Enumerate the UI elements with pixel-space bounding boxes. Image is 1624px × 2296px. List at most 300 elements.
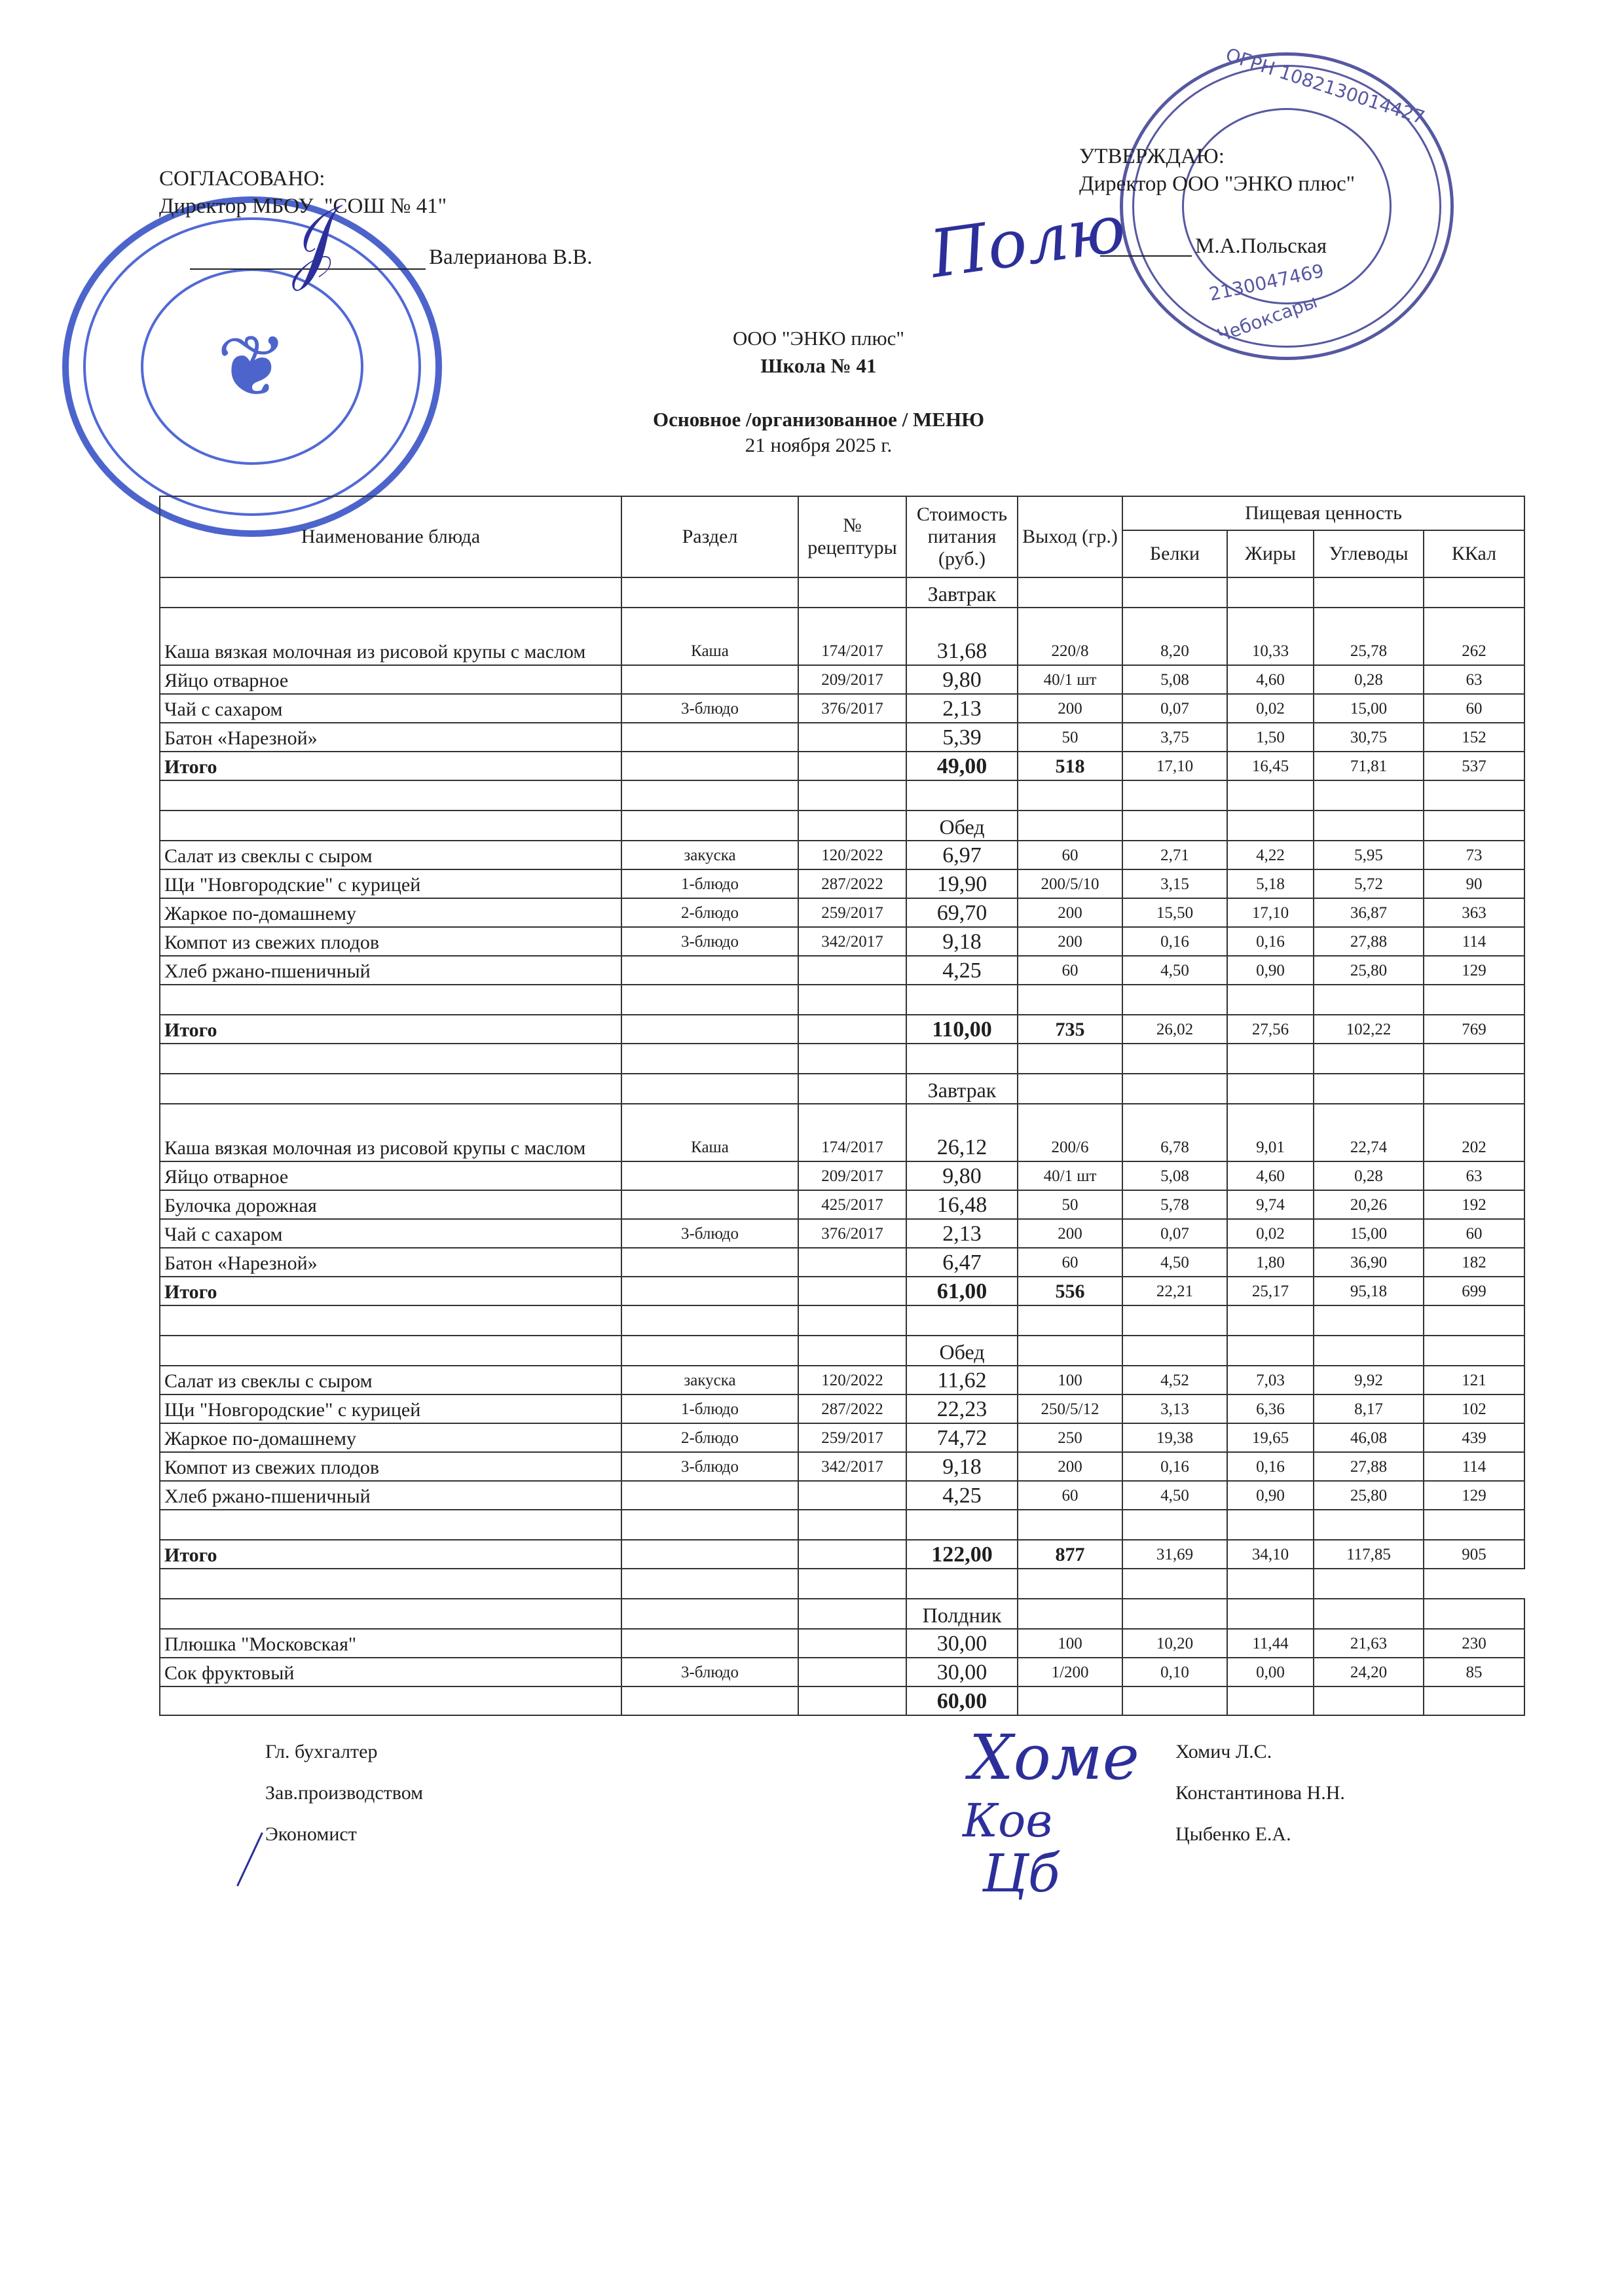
total-protein: 17,10 bbox=[1122, 752, 1227, 780]
dish-recipe: 120/2022 bbox=[798, 1366, 906, 1394]
dish-cost: 6,97 bbox=[906, 841, 1018, 869]
table-row bbox=[160, 1452, 1524, 1481]
signer-name: Константинова Н.Н. bbox=[1175, 1782, 1345, 1804]
dish-section: 3-блюдо bbox=[621, 1452, 798, 1481]
dish-carbs: 27,88 bbox=[1314, 1452, 1424, 1481]
dish-yield: 200 bbox=[1018, 1452, 1122, 1481]
dish-recipe bbox=[798, 1248, 906, 1277]
dish-protein: 0,16 bbox=[1122, 927, 1227, 956]
dish-recipe: 287/2022 bbox=[798, 869, 906, 898]
dish-kcal: 182 bbox=[1424, 1248, 1524, 1277]
meal-section-row bbox=[160, 1074, 1524, 1104]
total-protein: 31,69 bbox=[1122, 1540, 1227, 1569]
dish-kcal: 152 bbox=[1424, 723, 1524, 752]
dish-recipe: 259/2017 bbox=[798, 898, 906, 927]
header-nutrition: Пищевая ценность bbox=[1122, 496, 1524, 530]
dish-cost: 6,47 bbox=[906, 1248, 1018, 1277]
dish-cost: 4,25 bbox=[906, 956, 1018, 985]
dish-cost: 4,25 bbox=[906, 1481, 1018, 1510]
school-stamp bbox=[62, 196, 442, 537]
total-fat: 34,10 bbox=[1227, 1540, 1314, 1569]
dish-fat: 11,44 bbox=[1227, 1629, 1314, 1658]
dish-yield: 40/1 шт bbox=[1018, 1161, 1122, 1190]
dish-yield: 200 bbox=[1018, 1219, 1122, 1248]
signature-stroke bbox=[236, 1832, 263, 1887]
dish-kcal: 73 bbox=[1424, 841, 1524, 869]
signature-right: Полю bbox=[925, 189, 1130, 293]
agreed-name: Валерианова В.В. bbox=[429, 246, 593, 269]
dish-yield: 60 bbox=[1018, 1248, 1122, 1277]
dish-carbs: 15,00 bbox=[1314, 1219, 1424, 1248]
stamp-city: Чебоксары bbox=[1214, 290, 1320, 347]
dish-name: Компот из свежих плодов bbox=[160, 1452, 621, 1481]
dish-fat: 1,50 bbox=[1227, 723, 1314, 752]
dish-kcal: 102 bbox=[1424, 1394, 1524, 1423]
dish-section bbox=[621, 1248, 798, 1277]
dish-cost: 11,62 bbox=[906, 1366, 1018, 1394]
meal-section-row bbox=[160, 811, 1524, 841]
table-row bbox=[160, 1629, 1524, 1658]
header-yield: Выход (гр.) bbox=[1018, 496, 1122, 577]
dish-protein: 3,13 bbox=[1122, 1394, 1227, 1423]
dish-fat: 5,18 bbox=[1227, 869, 1314, 898]
dish-carbs: 46,08 bbox=[1314, 1423, 1424, 1452]
total-fat: 25,17 bbox=[1227, 1277, 1314, 1305]
dish-yield: 250 bbox=[1018, 1423, 1122, 1452]
dish-protein: 2,71 bbox=[1122, 841, 1227, 869]
dish-yield: 100 bbox=[1018, 1366, 1122, 1394]
coat-of-arms-icon: ❦ bbox=[216, 320, 288, 415]
dish-carbs: 25,80 bbox=[1314, 956, 1424, 985]
total-carbs: 102,22 bbox=[1314, 1015, 1424, 1044]
dish-fat: 7,03 bbox=[1227, 1366, 1314, 1394]
dish-cost: 30,00 bbox=[906, 1629, 1018, 1658]
dish-cost: 74,72 bbox=[906, 1423, 1018, 1452]
dish-recipe: 425/2017 bbox=[798, 1190, 906, 1219]
table-row bbox=[160, 723, 1524, 752]
total-fat: 16,45 bbox=[1227, 752, 1314, 780]
dish-cost: 9,18 bbox=[906, 927, 1018, 956]
dish-name: Салат из свеклы с сыром bbox=[160, 1366, 621, 1394]
dish-name: Плюшка "Московская" bbox=[160, 1629, 621, 1658]
dish-cost: 2,13 bbox=[906, 694, 1018, 723]
school-name: Школа № 41 bbox=[760, 354, 877, 377]
dish-carbs: 25,78 bbox=[1314, 608, 1424, 665]
total-row bbox=[160, 752, 1524, 780]
dish-name: Хлеб ржано-пшеничный bbox=[160, 956, 621, 985]
dish-section bbox=[621, 1190, 798, 1219]
approve-position: Директор ООО "ЭНКО плюс" bbox=[1079, 172, 1356, 196]
dish-recipe: 342/2017 bbox=[798, 927, 906, 956]
dish-kcal: 90 bbox=[1424, 869, 1524, 898]
total-label: Итого bbox=[160, 1277, 621, 1305]
dish-protein: 4,50 bbox=[1122, 956, 1227, 985]
dish-yield: 200/5/10 bbox=[1018, 869, 1122, 898]
dish-recipe bbox=[798, 1481, 906, 1510]
dish-section bbox=[621, 723, 798, 752]
dish-name: Каша вязкая молочная из рисовой крупы с маслом bbox=[160, 1104, 621, 1161]
dish-recipe: 174/2017 bbox=[798, 608, 906, 665]
dish-carbs: 0,28 bbox=[1314, 665, 1424, 694]
meal-section-row bbox=[160, 1599, 1524, 1629]
signer-position: Экономист bbox=[265, 1823, 357, 1845]
dish-yield: 200 bbox=[1018, 927, 1122, 956]
dish-carbs: 22,74 bbox=[1314, 1104, 1424, 1161]
total-row bbox=[160, 1015, 1524, 1044]
dish-fat: 6,36 bbox=[1227, 1394, 1314, 1423]
dish-fat: 10,33 bbox=[1227, 608, 1314, 665]
meal-title: Обед bbox=[906, 1336, 1018, 1366]
dish-carbs: 5,95 bbox=[1314, 841, 1424, 869]
dish-section: 2-блюдо bbox=[621, 1423, 798, 1452]
approval-block-right bbox=[1079, 143, 1355, 198]
dish-name: Чай с сахаром bbox=[160, 1219, 621, 1248]
dish-kcal: 121 bbox=[1424, 1366, 1524, 1394]
total-cost: 61,00 bbox=[906, 1277, 1018, 1305]
dish-fat: 4,60 bbox=[1227, 665, 1314, 694]
header-section: Раздел bbox=[621, 496, 798, 577]
dish-cost: 9,80 bbox=[906, 665, 1018, 694]
header-protein: Белки bbox=[1122, 530, 1227, 577]
dish-protein: 10,20 bbox=[1122, 1629, 1227, 1658]
dish-yield: 60 bbox=[1018, 1481, 1122, 1510]
dish-fat: 17,10 bbox=[1227, 898, 1314, 927]
dish-kcal: 129 bbox=[1424, 956, 1524, 985]
stamp-inn: 2130047469 bbox=[1207, 259, 1326, 306]
dish-cost: 9,18 bbox=[906, 1452, 1018, 1481]
dish-kcal: 114 bbox=[1424, 927, 1524, 956]
dish-protein: 0,07 bbox=[1122, 694, 1227, 723]
dish-fat: 4,22 bbox=[1227, 841, 1314, 869]
table-row bbox=[160, 869, 1524, 898]
dish-protein: 3,75 bbox=[1122, 723, 1227, 752]
spacer-row bbox=[160, 1044, 1524, 1074]
table-row bbox=[160, 1248, 1524, 1277]
dish-section bbox=[621, 1629, 798, 1658]
dish-fat: 0,90 bbox=[1227, 956, 1314, 985]
dish-section: 3-блюдо bbox=[621, 927, 798, 956]
total-kcal: 905 bbox=[1424, 1540, 1524, 1569]
dish-recipe bbox=[798, 956, 906, 985]
dish-section: 1-блюдо bbox=[621, 1394, 798, 1423]
dish-yield: 60 bbox=[1018, 841, 1122, 869]
dish-name: Батон «Нарезной» bbox=[160, 723, 621, 752]
dish-recipe: 209/2017 bbox=[798, 665, 906, 694]
dish-name: Яйцо отварное bbox=[160, 665, 621, 694]
dish-fat: 1,80 bbox=[1227, 1248, 1314, 1277]
table-row bbox=[160, 898, 1524, 927]
spacer-row bbox=[160, 1569, 1524, 1599]
dish-protein: 5,08 bbox=[1122, 1161, 1227, 1190]
dish-section: 3-блюдо bbox=[621, 694, 798, 723]
dish-protein: 5,08 bbox=[1122, 665, 1227, 694]
company-stamp bbox=[1120, 43, 1454, 360]
dish-fat: 9,01 bbox=[1227, 1104, 1314, 1161]
dish-section: 1-блюдо bbox=[621, 869, 798, 898]
dish-name: Батон «Нарезной» bbox=[160, 1248, 621, 1277]
signer-position: Зав.производством bbox=[265, 1782, 424, 1804]
total-cost: 60,00 bbox=[906, 1686, 1018, 1715]
header-cost: Стоимость питания (руб.) bbox=[906, 496, 1018, 577]
dish-yield: 200/6 bbox=[1018, 1104, 1122, 1161]
dish-cost: 2,13 bbox=[906, 1219, 1018, 1248]
dish-section: 3-блюдо bbox=[621, 1658, 798, 1686]
dish-carbs: 0,28 bbox=[1314, 1161, 1424, 1190]
dish-recipe: 120/2022 bbox=[798, 841, 906, 869]
header-carbs: Углеводы bbox=[1314, 530, 1424, 577]
table-row bbox=[160, 1394, 1524, 1423]
dish-kcal: 202 bbox=[1424, 1104, 1524, 1161]
total-fat bbox=[1227, 1686, 1314, 1715]
dish-protein: 0,10 bbox=[1122, 1658, 1227, 1686]
dish-protein: 3,15 bbox=[1122, 869, 1227, 898]
dish-carbs: 36,90 bbox=[1314, 1248, 1424, 1277]
dish-name: Сок фруктовый bbox=[160, 1658, 621, 1686]
dish-section: Каша bbox=[621, 1104, 798, 1161]
dish-yield: 220/8 bbox=[1018, 608, 1122, 665]
dish-kcal: 114 bbox=[1424, 1452, 1524, 1481]
dish-section: 2-блюдо bbox=[621, 898, 798, 927]
total-fat: 27,56 bbox=[1227, 1015, 1314, 1044]
dish-kcal: 192 bbox=[1424, 1190, 1524, 1219]
stamp-ogrn: ОГРН 1082130014427 bbox=[1223, 43, 1428, 129]
dish-protein: 4,50 bbox=[1122, 1481, 1227, 1510]
dish-cost: 30,00 bbox=[906, 1658, 1018, 1686]
dish-cost: 26,12 bbox=[906, 1104, 1018, 1161]
signer-name: Цыбенко Е.А. bbox=[1175, 1823, 1291, 1845]
total-yield: 518 bbox=[1018, 752, 1122, 780]
dish-carbs: 27,88 bbox=[1314, 927, 1424, 956]
dish-recipe: 376/2017 bbox=[798, 1219, 906, 1248]
dish-fat: 4,60 bbox=[1227, 1161, 1314, 1190]
dish-fat: 0,90 bbox=[1227, 1481, 1314, 1510]
total-row bbox=[160, 1686, 1524, 1715]
dish-recipe bbox=[798, 1658, 906, 1686]
dish-carbs: 21,63 bbox=[1314, 1629, 1424, 1658]
dish-recipe bbox=[798, 1629, 906, 1658]
dish-name: Щи "Новгородские" с курицей bbox=[160, 869, 621, 898]
dish-fat: 0,16 bbox=[1227, 927, 1314, 956]
dish-name: Хлеб ржано-пшеничный bbox=[160, 1481, 621, 1510]
total-carbs: 71,81 bbox=[1314, 752, 1424, 780]
dish-recipe: 287/2022 bbox=[798, 1394, 906, 1423]
total-cost: 110,00 bbox=[906, 1015, 1018, 1044]
table-row bbox=[160, 1481, 1524, 1510]
header-recipe: № рецептуры bbox=[798, 496, 906, 577]
dish-section: закуска bbox=[621, 841, 798, 869]
dish-section: Каша bbox=[621, 608, 798, 665]
dish-carbs: 24,20 bbox=[1314, 1658, 1424, 1686]
total-kcal: 699 bbox=[1424, 1277, 1524, 1305]
dish-carbs: 30,75 bbox=[1314, 723, 1424, 752]
total-yield: 877 bbox=[1018, 1540, 1122, 1569]
table-row bbox=[160, 1366, 1524, 1394]
dish-fat: 0,02 bbox=[1227, 1219, 1314, 1248]
dish-protein: 5,78 bbox=[1122, 1190, 1227, 1219]
dish-yield: 60 bbox=[1018, 956, 1122, 985]
dish-name: Каша вязкая молочная из рисовой крупы с маслом bbox=[160, 608, 621, 665]
dish-yield: 100 bbox=[1018, 1629, 1122, 1658]
dish-yield: 200 bbox=[1018, 694, 1122, 723]
spacer-row bbox=[160, 1305, 1524, 1336]
footer-names bbox=[1175, 1738, 1345, 1862]
dish-kcal: 129 bbox=[1424, 1481, 1524, 1510]
dish-yield: 50 bbox=[1018, 1190, 1122, 1219]
document-title bbox=[616, 325, 1022, 457]
dish-name: Булочка дорожная bbox=[160, 1190, 621, 1219]
dish-recipe: 342/2017 bbox=[798, 1452, 906, 1481]
dish-name: Чай с сахаром bbox=[160, 694, 621, 723]
footer-positions bbox=[265, 1738, 423, 1862]
total-label: Итого bbox=[160, 752, 621, 780]
dish-carbs: 15,00 bbox=[1314, 694, 1424, 723]
dish-cost: 31,68 bbox=[906, 608, 1018, 665]
dish-section: 3-блюдо bbox=[621, 1219, 798, 1248]
header-name: Наименование блюда bbox=[160, 496, 621, 577]
dish-kcal: 262 bbox=[1424, 608, 1524, 665]
dish-protein: 15,50 bbox=[1122, 898, 1227, 927]
dish-cost: 22,23 bbox=[906, 1394, 1018, 1423]
dish-carbs: 25,80 bbox=[1314, 1481, 1424, 1510]
agreed-position: Директор МБОУ "СОШ № 41" bbox=[159, 194, 447, 218]
meal-title: Полдник bbox=[906, 1599, 1018, 1629]
dish-carbs: 9,92 bbox=[1314, 1366, 1424, 1394]
total-yield: 556 bbox=[1018, 1277, 1122, 1305]
dish-recipe: 209/2017 bbox=[798, 1161, 906, 1190]
dish-kcal: 439 bbox=[1424, 1423, 1524, 1452]
dish-cost: 16,48 bbox=[906, 1190, 1018, 1219]
signature-accountant: Хоме bbox=[969, 1722, 1139, 1794]
dish-yield: 50 bbox=[1018, 723, 1122, 752]
table-row bbox=[160, 608, 1524, 665]
dish-recipe: 259/2017 bbox=[798, 1423, 906, 1452]
table-row bbox=[160, 694, 1524, 723]
dish-section bbox=[621, 665, 798, 694]
header-fat: Жиры bbox=[1227, 530, 1314, 577]
total-kcal: 537 bbox=[1424, 752, 1524, 780]
dish-protein: 6,78 bbox=[1122, 1104, 1227, 1161]
total-yield: 735 bbox=[1018, 1015, 1122, 1044]
signer-position: Гл. бухгалтер bbox=[265, 1741, 378, 1762]
agreed-label: СОГЛАСОВАНО: bbox=[159, 167, 325, 191]
dish-carbs: 8,17 bbox=[1314, 1394, 1424, 1423]
dish-kcal: 363 bbox=[1424, 898, 1524, 927]
menu-table bbox=[159, 496, 1525, 1716]
dish-yield: 40/1 шт bbox=[1018, 665, 1122, 694]
total-protein: 26,02 bbox=[1122, 1015, 1227, 1044]
dish-kcal: 63 bbox=[1424, 665, 1524, 694]
dish-kcal: 230 bbox=[1424, 1629, 1524, 1658]
dish-fat: 19,65 bbox=[1227, 1423, 1314, 1452]
total-label bbox=[160, 1686, 621, 1715]
dish-cost: 5,39 bbox=[906, 723, 1018, 752]
total-carbs bbox=[1314, 1686, 1424, 1715]
spacer-row bbox=[160, 1510, 1524, 1540]
header-kcal: ККал bbox=[1424, 530, 1524, 577]
dish-kcal: 85 bbox=[1424, 1658, 1524, 1686]
dish-protein: 0,16 bbox=[1122, 1452, 1227, 1481]
dish-cost: 19,90 bbox=[906, 869, 1018, 898]
table-body bbox=[160, 577, 1524, 1715]
meal-title: Завтрак bbox=[906, 577, 1018, 608]
dish-section bbox=[621, 956, 798, 985]
dish-yield: 200 bbox=[1018, 898, 1122, 927]
company-name: ООО "ЭНКО плюс" bbox=[732, 327, 905, 350]
dish-section bbox=[621, 1161, 798, 1190]
total-cost: 122,00 bbox=[906, 1540, 1018, 1569]
dish-cost: 69,70 bbox=[906, 898, 1018, 927]
total-label: Итого bbox=[160, 1015, 621, 1044]
total-label: Итого bbox=[160, 1540, 621, 1569]
meal-title: Обед bbox=[906, 811, 1018, 841]
table-row bbox=[160, 1161, 1524, 1190]
table-row bbox=[160, 1104, 1524, 1161]
dish-fat: 9,74 bbox=[1227, 1190, 1314, 1219]
menu-date: 21 ноября 2025 г. bbox=[745, 433, 893, 456]
dish-kcal: 60 bbox=[1424, 694, 1524, 723]
dish-kcal: 63 bbox=[1424, 1161, 1524, 1190]
dish-protein: 19,38 bbox=[1122, 1423, 1227, 1452]
approve-name: М.А.Польская bbox=[1195, 234, 1327, 258]
dish-section: закуска bbox=[621, 1366, 798, 1394]
dish-fat: 0,02 bbox=[1227, 694, 1314, 723]
table-row bbox=[160, 1658, 1524, 1686]
dish-section bbox=[621, 1481, 798, 1510]
table-row bbox=[160, 1219, 1524, 1248]
table-row bbox=[160, 841, 1524, 869]
dish-carbs: 36,87 bbox=[1314, 898, 1424, 927]
dish-recipe: 376/2017 bbox=[798, 694, 906, 723]
signer-name: Хомич Л.С. bbox=[1175, 1741, 1272, 1762]
dish-name: Салат из свеклы с сыром bbox=[160, 841, 621, 869]
table-row bbox=[160, 927, 1524, 956]
table-row bbox=[160, 956, 1524, 985]
total-protein: 22,21 bbox=[1122, 1277, 1227, 1305]
dish-name: Компот из свежих плодов bbox=[160, 927, 621, 956]
dish-name: Жаркое по-домашнему bbox=[160, 898, 621, 927]
dish-protein: 0,07 bbox=[1122, 1219, 1227, 1248]
dish-protein: 4,50 bbox=[1122, 1248, 1227, 1277]
table-row bbox=[160, 665, 1524, 694]
total-row bbox=[160, 1540, 1524, 1569]
dish-name: Жаркое по-домашнему bbox=[160, 1423, 621, 1452]
dish-carbs: 20,26 bbox=[1314, 1190, 1424, 1219]
table-header bbox=[160, 496, 1524, 577]
approve-label: УТВЕРЖДАЮ: bbox=[1079, 145, 1225, 168]
total-kcal: 769 bbox=[1424, 1015, 1524, 1044]
signature-economist: Цб bbox=[982, 1843, 1060, 1904]
dish-name: Щи "Новгородские" с курицей bbox=[160, 1394, 621, 1423]
total-protein bbox=[1122, 1686, 1227, 1715]
dish-fat: 0,00 bbox=[1227, 1658, 1314, 1686]
dish-yield: 250/5/12 bbox=[1018, 1394, 1122, 1423]
meal-title: Завтрак bbox=[906, 1074, 1018, 1104]
total-carbs: 95,18 bbox=[1314, 1277, 1424, 1305]
dish-name: Яйцо отварное bbox=[160, 1161, 621, 1190]
dish-kcal: 60 bbox=[1424, 1219, 1524, 1248]
total-cost: 49,00 bbox=[906, 752, 1018, 780]
menu-type: Основное /организованное / МЕНЮ bbox=[652, 408, 985, 431]
total-kcal bbox=[1424, 1686, 1524, 1715]
dish-carbs: 5,72 bbox=[1314, 869, 1424, 898]
dish-yield: 1/200 bbox=[1018, 1658, 1122, 1686]
dish-fat: 0,16 bbox=[1227, 1452, 1314, 1481]
table-row bbox=[160, 1190, 1524, 1219]
signature-production: Ков bbox=[963, 1794, 1053, 1848]
total-yield bbox=[1018, 1686, 1122, 1715]
meal-section-row bbox=[160, 577, 1524, 608]
total-carbs: 117,85 bbox=[1314, 1540, 1424, 1569]
